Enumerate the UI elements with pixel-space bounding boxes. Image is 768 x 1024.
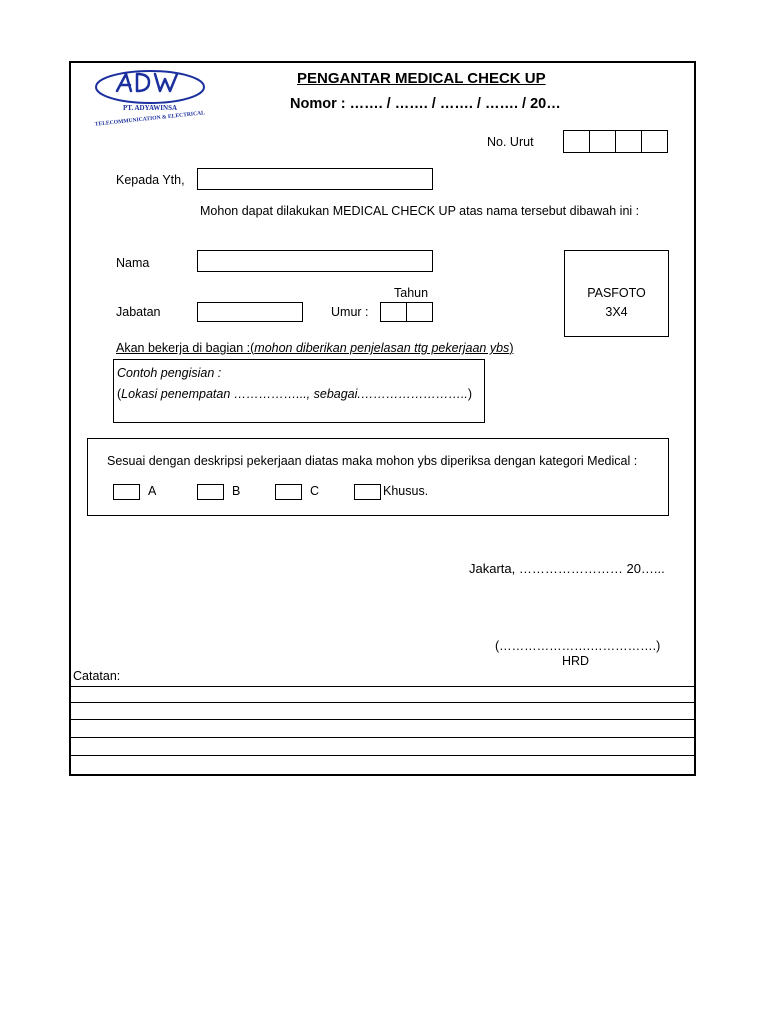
umur-field-2[interactable] xyxy=(406,302,433,322)
signature-line: (………………….…………….) xyxy=(495,639,661,653)
place-date: Jakarta, …………………… 20…... xyxy=(469,561,665,576)
no-urut-field-3[interactable] xyxy=(615,130,642,153)
checkbox-c[interactable] xyxy=(275,484,302,500)
photo-size: 3X4 xyxy=(605,305,628,319)
nama-field[interactable] xyxy=(197,250,433,272)
catatan-label: Catatan: xyxy=(73,669,121,683)
option-khusus-label: Khusus. xyxy=(383,484,429,498)
kepada-label: Kepada Yth, xyxy=(116,173,185,187)
option-a-label: A xyxy=(148,484,157,498)
hrd-label: HRD xyxy=(562,654,590,668)
catatan-line-2 xyxy=(69,702,694,703)
catatan-line-4 xyxy=(69,737,694,738)
tahun-label: Tahun xyxy=(394,286,429,300)
no-urut-field-1[interactable] xyxy=(563,130,590,153)
logo-tagline: TELECOMMUNICATION & ELECTRICAL xyxy=(94,110,206,128)
no-urut-field-2[interactable] xyxy=(589,130,616,153)
nomor-line: Nomor : ……. / ……. / ……. / ……. / 20… xyxy=(290,96,561,112)
logo-company: PT. ADYAWINSA xyxy=(122,104,178,112)
umur-field-1[interactable] xyxy=(380,302,407,322)
umur-label: Umur : xyxy=(331,305,369,319)
medical-category-box xyxy=(87,438,669,516)
contoh-label: Contoh pengisian : xyxy=(117,366,222,380)
kepada-field[interactable] xyxy=(197,168,433,190)
nama-label: Nama xyxy=(116,256,150,270)
catatan-line-3 xyxy=(69,719,694,720)
checkbox-khusus[interactable] xyxy=(354,484,381,500)
option-c-label: C xyxy=(310,484,320,498)
document-title: PENGANTAR MEDICAL CHECK UP xyxy=(297,70,546,87)
medical-category-text: Sesuai dengan deskripsi pekerjaan diatas maka mohon ybs diperiksa dengan kategori Medical : xyxy=(107,454,638,468)
checkbox-a[interactable] xyxy=(113,484,140,500)
option-b-label: B xyxy=(232,484,241,498)
no-urut-label: No. Urut xyxy=(487,135,534,149)
no-urut-field-4[interactable] xyxy=(641,130,668,153)
photo-label: PASFOTO xyxy=(587,286,646,300)
jabatan-label: Jabatan xyxy=(116,305,161,319)
jabatan-field[interactable] xyxy=(197,302,303,322)
contoh-example: (Lokasi penempatan ……………..., sebagai.……………………..) xyxy=(117,387,472,401)
request-text: Mohon dapat dilakukan MEDICAL CHECK UP atas nama tersebut dibawah ini : xyxy=(200,204,640,218)
checkbox-b[interactable] xyxy=(197,484,224,500)
akan-bekerja-label: Akan bekerja di bagian :(mohon diberikan penjelasan ttg pekerjaan ybs) xyxy=(116,341,514,355)
catatan-line-1 xyxy=(69,686,694,687)
catatan-line-5 xyxy=(69,755,694,756)
company-logo xyxy=(93,66,208,128)
